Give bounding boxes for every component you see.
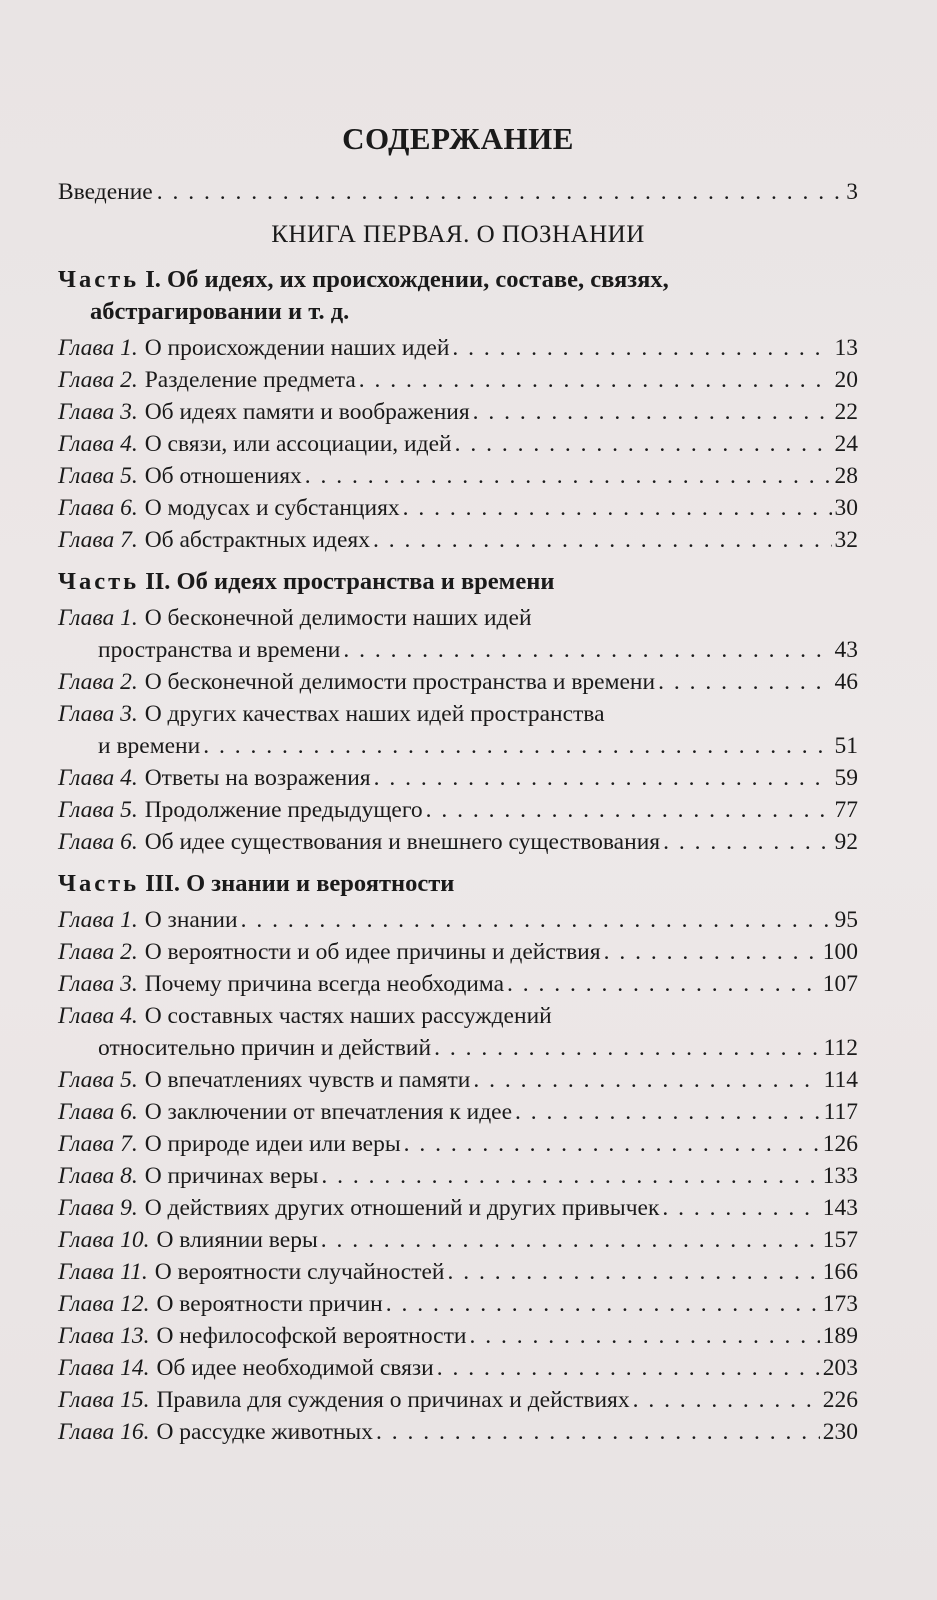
chapter-page: 189 — [822, 1323, 858, 1349]
dot-leader — [452, 332, 831, 364]
intro-label: Введение — [58, 179, 153, 205]
toc-entry-intro — [58, 176, 858, 208]
chapter-row-continued — [58, 1032, 858, 1064]
chapter-label: Глава 5. — [58, 463, 138, 489]
chapter-page: 24 — [834, 431, 858, 457]
dot-leader — [473, 1064, 820, 1096]
chapter-page: 203 — [822, 1355, 858, 1381]
chapter-row — [58, 968, 858, 1000]
chapter-page: 126 — [822, 1131, 858, 1157]
part-prefix: Часть — [58, 266, 140, 293]
part-prefix: Часть — [58, 568, 140, 595]
chapter-title: О рассудке животных — [156, 1419, 373, 1445]
dot-leader — [447, 1256, 819, 1288]
intro-page: 3 — [846, 179, 858, 205]
chapter-label: Глава 6. — [58, 1099, 138, 1125]
chapter-label: Глава 16. — [58, 1419, 150, 1445]
chapter-page: 43 — [834, 637, 858, 663]
part-title-text: I. Об идеях, их происхождении, составе, связях, — [139, 266, 669, 293]
chapter-label: Глава 5. — [58, 1067, 138, 1093]
chapter-title: Об идее существования и внешнего существования — [144, 829, 661, 855]
chapter-label: Глава 9. — [58, 1195, 138, 1221]
chapter-title: Почему причина всегда необходима — [144, 971, 504, 997]
chapter-row — [58, 524, 858, 556]
chapter-row — [58, 1192, 858, 1224]
chapter-page: 157 — [822, 1227, 858, 1253]
chapter-row — [58, 1000, 858, 1032]
dot-leader — [426, 794, 832, 826]
dot-leader — [507, 968, 820, 1000]
part-block — [58, 868, 858, 1448]
chapter-page: 100 — [822, 939, 858, 965]
chapter-row — [58, 602, 858, 634]
dot-leader — [343, 634, 831, 666]
chapter-page: 166 — [822, 1259, 858, 1285]
chapter-title: Об отношениях — [144, 463, 302, 489]
chapter-title: О природе идеи или веры — [144, 1131, 401, 1157]
chapter-row — [58, 1064, 858, 1096]
dot-leader — [663, 826, 831, 858]
chapter-page: 22 — [834, 399, 858, 425]
chapter-label: Глава 8. — [58, 1163, 138, 1189]
part-title — [58, 264, 858, 328]
dot-leader — [662, 1192, 819, 1224]
part-title — [58, 868, 858, 900]
chapter-label: Глава 15. — [58, 1387, 150, 1413]
dot-leader — [437, 1352, 820, 1384]
chapter-title: О вероятности причин — [156, 1291, 383, 1317]
dot-leader — [473, 396, 832, 428]
chapter-title: О впечатлениях чувств и памяти — [144, 1067, 471, 1093]
chapter-label: Глава 1. — [58, 605, 138, 631]
chapter-page: 92 — [834, 829, 858, 855]
chapter-title-continued: относительно причин и действий — [98, 1035, 432, 1061]
chapter-row — [58, 1416, 858, 1448]
dot-leader — [305, 460, 832, 492]
chapter-page: 114 — [823, 1067, 858, 1093]
chapter-label: Глава 3. — [58, 399, 138, 425]
chapter-row — [58, 826, 858, 858]
chapter-title: О заключении от впечатления к идее — [144, 1099, 513, 1125]
chapter-title: О вероятности и об идее причины и действия — [144, 939, 601, 965]
chapter-title: О составных частях наших рассуждений — [144, 1003, 552, 1029]
chapter-page: 20 — [834, 367, 858, 393]
chapter-title: О влиянии веры — [156, 1227, 318, 1253]
chapter-title-continued: пространства и времени — [98, 637, 341, 663]
chapter-title: О знании — [144, 907, 238, 933]
chapter-title: Об идеях памяти и воображения — [144, 399, 470, 425]
chapter-page: 30 — [834, 495, 858, 521]
chapter-title: Ответы на возражения — [144, 765, 371, 791]
part-title-text: III. О знании и вероятности — [139, 870, 455, 897]
chapter-title: Правила для суждения о причинах и действиях — [156, 1387, 630, 1413]
chapter-label: Глава 4. — [58, 431, 138, 457]
dot-leader — [604, 936, 820, 968]
chapter-label: Глава 10. — [58, 1227, 150, 1253]
chapter-label: Глава 14. — [58, 1355, 150, 1381]
chapter-label: Глава 13. — [58, 1323, 150, 1349]
chapter-row — [58, 1320, 858, 1352]
dot-leader — [469, 1320, 819, 1352]
chapter-row — [58, 364, 858, 396]
chapter-row — [58, 1128, 858, 1160]
chapter-title: О действиях других отношений и других привычек — [144, 1195, 660, 1221]
chapter-label: Глава 2. — [58, 939, 138, 965]
part-block — [58, 264, 858, 556]
chapter-label: Глава 6. — [58, 829, 138, 855]
dot-leader — [403, 492, 832, 524]
chapter-page: 226 — [822, 1387, 858, 1413]
chapter-page: 51 — [834, 733, 858, 759]
dot-leader — [373, 524, 832, 556]
chapter-title: О причинах веры — [144, 1163, 319, 1189]
chapter-title: О связи, или ассоциации, идей — [144, 431, 452, 457]
chapter-row — [58, 396, 858, 428]
chapter-title: О бесконечной делимости пространства и времени — [144, 669, 656, 695]
chapter-row — [58, 460, 858, 492]
dot-leader — [386, 1288, 820, 1320]
chapter-title: Об абстрактных идеях — [144, 527, 370, 553]
chapter-page: 95 — [834, 907, 858, 933]
chapter-row — [58, 904, 858, 936]
chapter-row — [58, 1352, 858, 1384]
dot-leader — [376, 1416, 820, 1448]
chapter-page: 133 — [822, 1163, 858, 1189]
toc-title: СОДЕРЖАНИЕ — [342, 121, 574, 156]
dot-leader — [321, 1224, 820, 1256]
chapter-title: Разделение предмета — [144, 367, 356, 393]
chapter-row — [58, 332, 858, 364]
chapter-row — [58, 492, 858, 524]
chapter-label: Глава 1. — [58, 907, 138, 933]
chapter-label: Глава 11. — [58, 1259, 148, 1285]
chapter-label: Глава 3. — [58, 971, 138, 997]
dot-leader — [203, 730, 831, 762]
table-of-contents — [58, 120, 858, 1458]
parts-list — [58, 264, 858, 1448]
book-title: КНИГА ПЕРВАЯ. О ПОЗНАНИИ — [271, 221, 645, 248]
chapter-row — [58, 1288, 858, 1320]
chapter-title: Продолжение предыдущего — [144, 797, 423, 823]
part-title-line2: абстрагировании и т. д. — [90, 298, 350, 325]
chapter-page: 28 — [834, 463, 858, 489]
dot-leader — [633, 1384, 820, 1416]
chapter-page: 117 — [823, 1099, 858, 1125]
chapter-row-continued — [58, 730, 858, 762]
chapter-page: 173 — [822, 1291, 858, 1317]
chapter-label: Глава 7. — [58, 1131, 138, 1157]
chapter-label: Глава 2. — [58, 669, 138, 695]
chapter-label: Глава 6. — [58, 495, 138, 521]
chapter-label: Глава 7. — [58, 527, 138, 553]
chapter-title: О вероятности случайностей — [154, 1259, 445, 1285]
chapter-label: Глава 2. — [58, 367, 138, 393]
chapter-row — [58, 794, 858, 826]
part-block — [58, 566, 858, 858]
chapter-page: 112 — [823, 1035, 858, 1061]
dot-leader — [515, 1096, 821, 1128]
chapter-row — [58, 666, 858, 698]
dot-leader — [321, 1160, 819, 1192]
chapter-row — [58, 1160, 858, 1192]
chapter-label: Глава 1. — [58, 335, 138, 361]
chapter-label: Глава 4. — [58, 1003, 138, 1029]
part-title-text: II. Об идеях пространства и времени — [139, 568, 555, 595]
chapter-page: 32 — [834, 527, 858, 553]
dot-leader — [374, 762, 832, 794]
dot-leader — [455, 428, 832, 460]
chapter-title: О других качествах наших идей пространства — [144, 701, 605, 727]
dot-leader — [241, 904, 832, 936]
chapter-row-continued — [58, 634, 858, 666]
chapter-row — [58, 936, 858, 968]
part-title — [58, 566, 858, 598]
chapter-page: 59 — [834, 765, 858, 791]
chapter-label: Глава 5. — [58, 797, 138, 823]
dot-leader — [157, 176, 843, 208]
chapter-row — [58, 1224, 858, 1256]
chapter-row — [58, 428, 858, 460]
chapter-label: Глава 4. — [58, 765, 138, 791]
chapter-row — [58, 698, 858, 730]
chapter-page: 46 — [834, 669, 858, 695]
chapter-row — [58, 1384, 858, 1416]
chapter-title: О модусах и субстанциях — [144, 495, 400, 521]
chapter-title: О происхождении наших идей — [144, 335, 450, 361]
part-prefix: Часть — [58, 870, 140, 897]
chapter-label: Глава 12. — [58, 1291, 150, 1317]
dot-leader — [434, 1032, 821, 1064]
chapter-title-continued: и времени — [98, 733, 201, 759]
chapter-title: О бесконечной делимости наших идей — [144, 605, 532, 631]
chapter-title: О нефилософской вероятности — [156, 1323, 467, 1349]
chapter-page: 107 — [822, 971, 858, 997]
dot-leader — [359, 364, 832, 396]
chapter-title: Об идее необходимой связи — [156, 1355, 434, 1381]
chapter-page: 230 — [822, 1419, 858, 1445]
dot-leader — [658, 666, 831, 698]
chapter-row — [58, 1096, 858, 1128]
chapter-row — [58, 762, 858, 794]
chapter-page: 77 — [834, 797, 858, 823]
chapter-page: 143 — [822, 1195, 858, 1221]
chapter-page: 13 — [834, 335, 858, 361]
dot-leader — [404, 1128, 820, 1160]
chapter-label: Глава 3. — [58, 701, 138, 727]
chapter-row — [58, 1256, 858, 1288]
